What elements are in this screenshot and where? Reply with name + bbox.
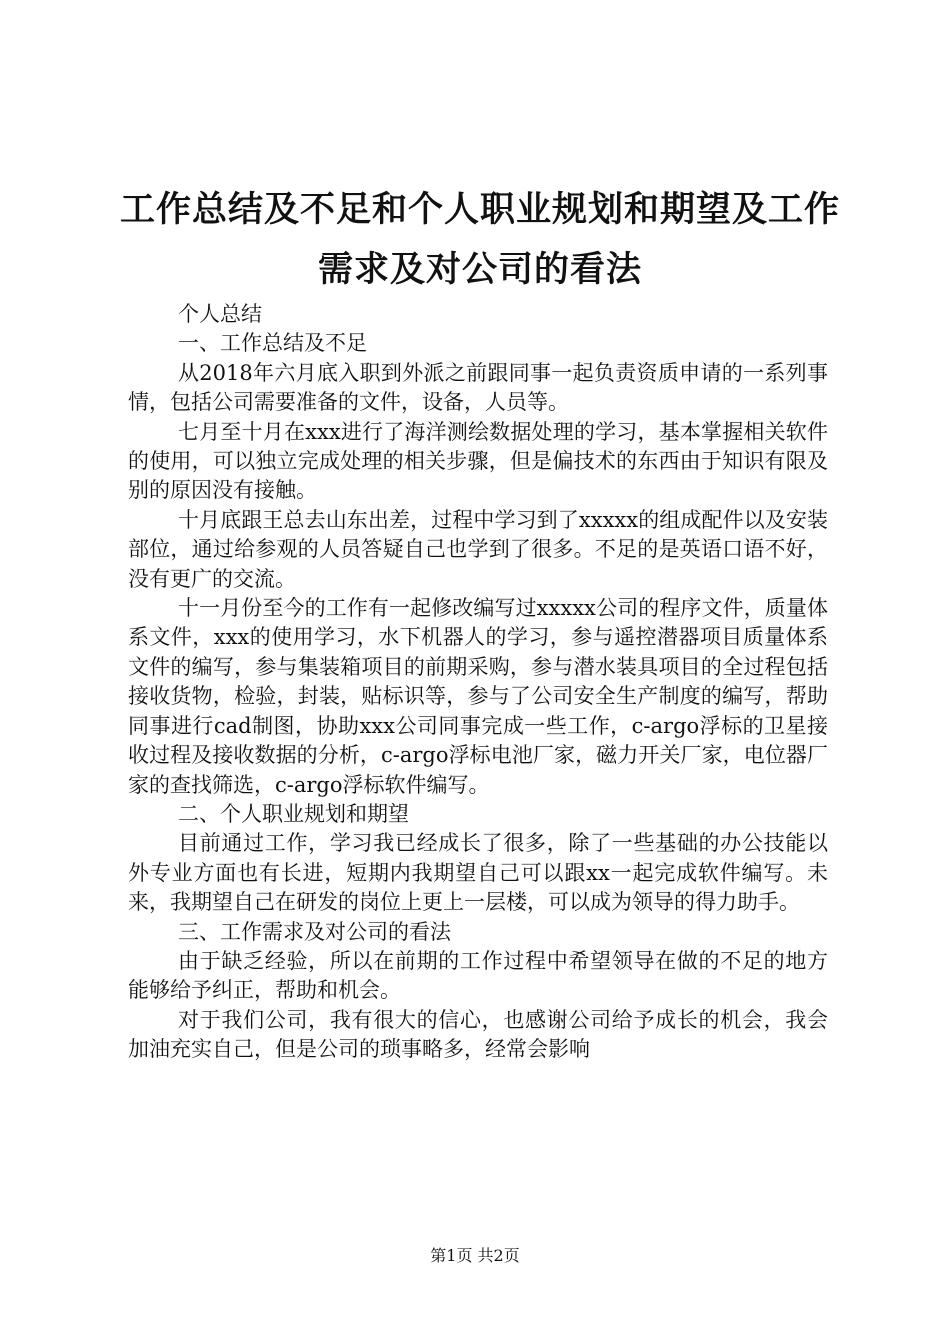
- section-heading-work-summary: 一、工作总结及不足: [178, 331, 367, 356]
- document-title-line-2: 需求及对公司的看法: [317, 249, 642, 290]
- section-heading-career-plan: 二、个人职业规划和期望: [178, 801, 409, 826]
- page-number-footer: 第1页 共2页: [430, 1246, 520, 1265]
- body-paragraph: 由于缺乏经验，所以在前期的工作过程中希望领导在做的不足的地方能够给予纠正，帮助和机会。: [128, 948, 828, 1003]
- body-paragraph: 十月底跟王总去山东出差，过程中学习到了xxxxx的组成配件以及安装部位，通过给参观的人员答疑自己也学到了很多。不足的是英语口语不好，没有更广的交流。: [128, 507, 828, 591]
- body-paragraph: 目前通过工作，学习我已经成长了很多，除了一些基础的办公技能以外专业方面也有长进，短期内我期望自己可以跟xx一起完成软件编写。未来，我期望自己在研发的岗位上更上一层楼，可以成为领导的得力助手。: [128, 831, 828, 915]
- body-paragraph: 对于我们公司，我有很大的信心，也感谢公司给予成长的机会，我会加油充实自己，但是公司的琐事略多，经常会影响: [128, 1007, 828, 1062]
- section-label-personal-summary: 个人总结: [178, 302, 262, 326]
- body-paragraph: 十一月份至今的工作有一起修改编写过xxxxx公司的程序文件，质量体系文件，xxx的使用学习，水下机器人的学习，参与遥控潜器项目质量体系文件的编写，参与集装箱项目的前期采购，参与潜水装具项目的全过程包括接收货物，检验，封装，贴标识等，参与了公司安全生产制度的编写，帮助同事进行cad制图，协助xxx公司同事完成一些工作，c-argo浮标的卫星接收过程及接收数据的分析，c-argo浮标电池厂家，磁力开关厂家，电位器厂家的查找筛选，c-argo浮标软件编写。: [128, 596, 828, 797]
- body-paragraph: 从2018年六月底入职到外派之前跟同事一起负责资质申请的一系列事情，包括公司需要准备的文件，设备，人员等。: [128, 360, 828, 415]
- document-body: [128, 300, 828, 1065]
- body-paragraph: 七月至十月在xxx进行了海洋测绘数据处理的学习，基本掌握相关软件的使用，可以独立完成处理的相关步骤，但是偏技术的东西由于知识有限及别的原因没有接触。: [128, 419, 828, 503]
- section-heading-work-needs: 三、工作需求及对公司的看法: [178, 919, 451, 944]
- document-title-line-1: 工作总结及不足和个人职业规划和期望及工作: [119, 189, 840, 230]
